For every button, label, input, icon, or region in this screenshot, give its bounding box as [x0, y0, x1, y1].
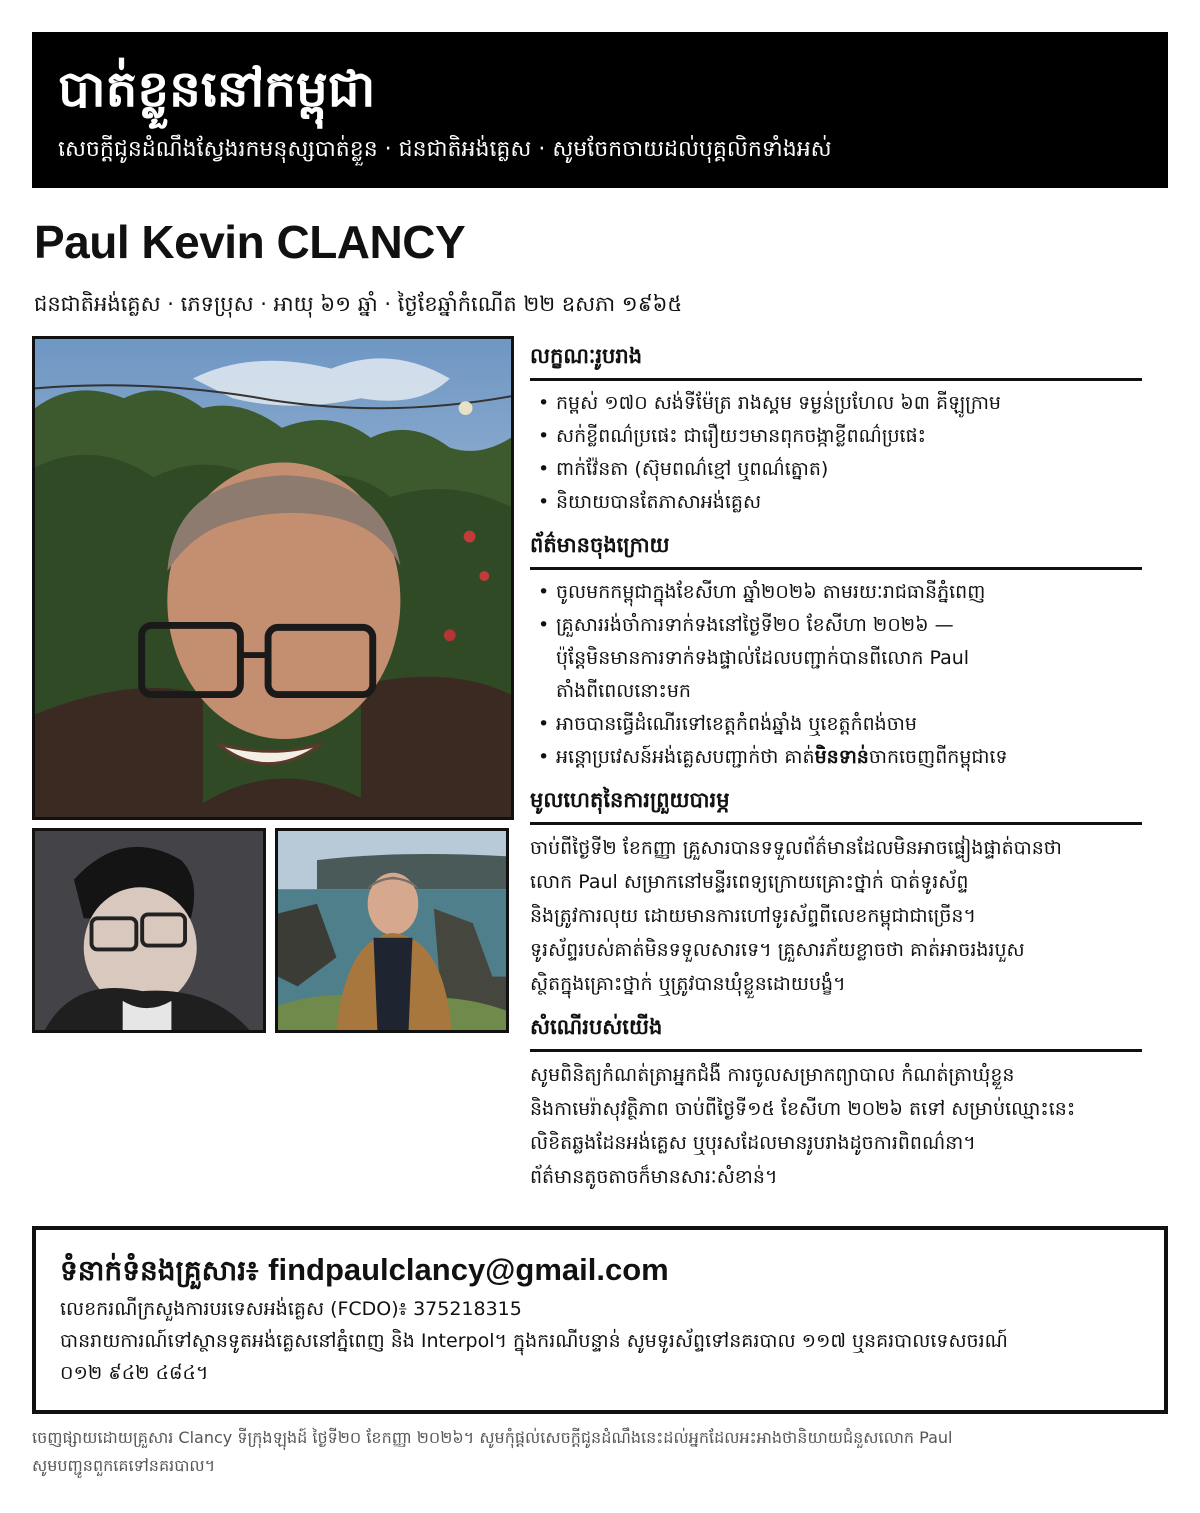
request-title: សំណើរបស់យើង — [530, 1007, 1142, 1052]
concern-paragraph — [530, 831, 1142, 1001]
coast-photo — [275, 828, 509, 1033]
concern-line: ចាប់ពីថ្ងៃទី២ ខែកញ្ញា គ្រួសារបានទទួលព័ត៌មានដែលមិនអាចផ្ទៀងផ្ទាត់បានថា — [530, 837, 1062, 859]
list-item: • កម្ពស់ ១៧០ សង់ទីម៉ែត្រ រាងស្គម ទម្ងន់ប្រហែល ៦៣ គីឡូក្រាម — [538, 387, 1142, 420]
list-item: • អាចបានធ្វើដំណើរទៅខេត្តកំពង់ឆ្នាំង ឬខេត្តកំពង់ចាម — [538, 708, 1142, 741]
list-item — [538, 741, 1142, 774]
banner-subtitle: សេចក្ដីជូនដំណឹងស្វែងរកមនុស្សបាត់ខ្លួន · ជនជាតិអង់គ្លេស · សូមចែកចាយដល់បុគ្គលិកទាំងអស់ — [58, 137, 832, 162]
list-item — [538, 609, 1142, 708]
contact-note-line2: ០១២ ៩៤២ ៤៨៤។ — [60, 1362, 209, 1384]
footer-line1: ចេញផ្សាយដោយគ្រួសារ Clancy ទីក្រុងឡុងដ៍ ថ្ងៃទី២០ ខែកញ្ញា ២០២៦។ សូមកុំផ្ដល់សេចក្ដីជូនដំណឹងនេះដល់អ្នកដែលអះអាងថានិយាយជំនួសលោក Paul — [32, 1428, 953, 1447]
details-column — [530, 336, 1142, 1200]
concern-line: និងត្រូវការលុយ ដោយមានការហៅទូរស័ព្ទពីលេខកម្ពុជាជាច្រើន។ — [530, 905, 976, 927]
latest-item2-line2: ប៉ុន្តែមិនមានការទាក់ទងផ្ទាល់ដែលបញ្ជាក់បានពីលោក Paul — [556, 647, 970, 669]
latest-item4-pre: អន្តោប្រវេសន៍អង់គ្លេសបញ្ជាក់ថា គាត់ — [556, 746, 815, 768]
selfie-photo — [32, 828, 266, 1033]
physical-list — [530, 387, 1142, 519]
request-line: ព័ត៌មានតូចតាចក៏មានសារៈសំខាន់។ — [530, 1166, 778, 1188]
list-item: • ពាក់វ៉ែនតា (ស៊ុមពណ៌ខ្មៅ ឬពណ៌ត្នោត) — [538, 453, 1142, 486]
concern-line: ស្ថិតក្នុងគ្រោះថ្នាក់ ឬត្រូវបានឃុំខ្លួនដោយបង្ខំ។ — [530, 973, 846, 995]
fcdo-case-number: លេខករណីក្រសួងការបរទេសអង់គ្លេស (FCDO)៖ 375218315 — [60, 1298, 522, 1320]
latest-item2-line1: គ្រួសាររង់ចាំការទាក់ទងនៅថ្ងៃទី២០ ខែសីហា ២០២៦ — — [556, 614, 954, 636]
latest-item4-bold: មិនទាន់ — [814, 746, 869, 768]
list-item: • សក់ខ្លីពណ៌ប្រផេះ ជារឿយៗមានពុកចង្កាខ្លីពណ៌ប្រផេះ — [538, 420, 1142, 453]
concern-title: មូលហេតុនៃការព្រួយបារម្ភ — [530, 780, 1142, 825]
selfie-photo-image — [35, 831, 263, 1030]
contact-note-line1: បានរាយការណ៍ទៅស្ថានទូតអង់គ្លេសនៅភ្នំពេញ និង Interpol។ ក្នុងករណីបន្ទាន់ សូមទូរស័ព្ទទៅនគរបាល ១១៧ ឬនគរបាលទេសចរណ៍ — [60, 1330, 1008, 1352]
request-section — [530, 1007, 1142, 1194]
physical-section — [530, 336, 1142, 519]
footer-note — [32, 1424, 1032, 1480]
contact-box — [32, 1226, 1168, 1414]
footer-line2: សូមបញ្ជូនពួកគេទៅនគរបាល។ — [32, 1456, 216, 1475]
person-name: Paul Kevin CLANCY — [34, 216, 466, 268]
latest-section — [530, 525, 1142, 774]
list-item: • ចូលមកកម្ពុជាក្នុងខែសីហា ឆ្នាំ២០២៦ តាមរយៈរាជធានីភ្នំពេញ — [538, 576, 1142, 609]
concern-section — [530, 780, 1142, 1001]
contact-heading — [60, 1248, 1140, 1293]
request-line: លិខិតឆ្លងដែនអង់គ្លេស ឬបុរសដែលមានរូបរាងដូចការពិពណ៌នា។ — [530, 1132, 976, 1154]
latest-list — [530, 576, 1142, 774]
concern-line: ទូរស័ព្ទរបស់គាត់មិនទទួលសារទេ។ គ្រួសារភ័យខ្លាចថា គាត់អាចរងរបួស — [530, 939, 1025, 961]
request-line: និងកាមេរ៉ាសុវត្ថិភាព ចាប់ពីថ្ងៃទី១៥ ខែសីហា ២០២៦ តទៅ សម្រាប់ឈ្មោះនេះ — [530, 1098, 1076, 1120]
contact-label: ទំនាក់ទំនងគ្រួសារ៖ — [60, 1254, 269, 1287]
header-banner — [32, 32, 1168, 188]
contact-email-link[interactable]: findpaulclancy@gmail.com — [268, 1252, 669, 1287]
banner-title: បាត់ខ្លួននៅកម្ពុជា — [58, 60, 376, 118]
coast-photo-image — [278, 831, 506, 1030]
list-item: • និយាយបានតែភាសាអង់គ្លេស — [538, 486, 1142, 519]
portrait-photo-image — [35, 339, 511, 817]
request-line: សូមពិនិត្យកំណត់ត្រាអ្នកជំងឺ ការចូលសម្រាកព្យាបាល កំណត់ត្រាឃុំខ្លួន — [530, 1064, 1015, 1086]
latest-item2-line3: តាំងពីពេលនោះមក — [556, 680, 691, 702]
person-meta: ជនជាតិអង់គ្លេស · ភេទប្រុស · អាយុ ៦១ ឆ្នាំ · ថ្ងៃខែឆ្នាំកំណើត ២២ ឧសភា ១៩៦៥ — [34, 292, 683, 316]
portrait-photo — [32, 336, 514, 820]
physical-title: លក្ខណៈរូបរាង — [530, 336, 1142, 381]
concern-line: លោក Paul សម្រាកនៅមន្ទីរពេទ្យក្រោយគ្រោះថ្នាក់ បាត់ទូរស័ព្ទ — [530, 871, 969, 893]
latest-item4-post: ចាកចេញពីកម្ពុជាទេ — [868, 746, 1008, 768]
request-paragraph — [530, 1058, 1142, 1194]
latest-title: ព័ត៌មានចុងក្រោយ — [530, 525, 1142, 570]
